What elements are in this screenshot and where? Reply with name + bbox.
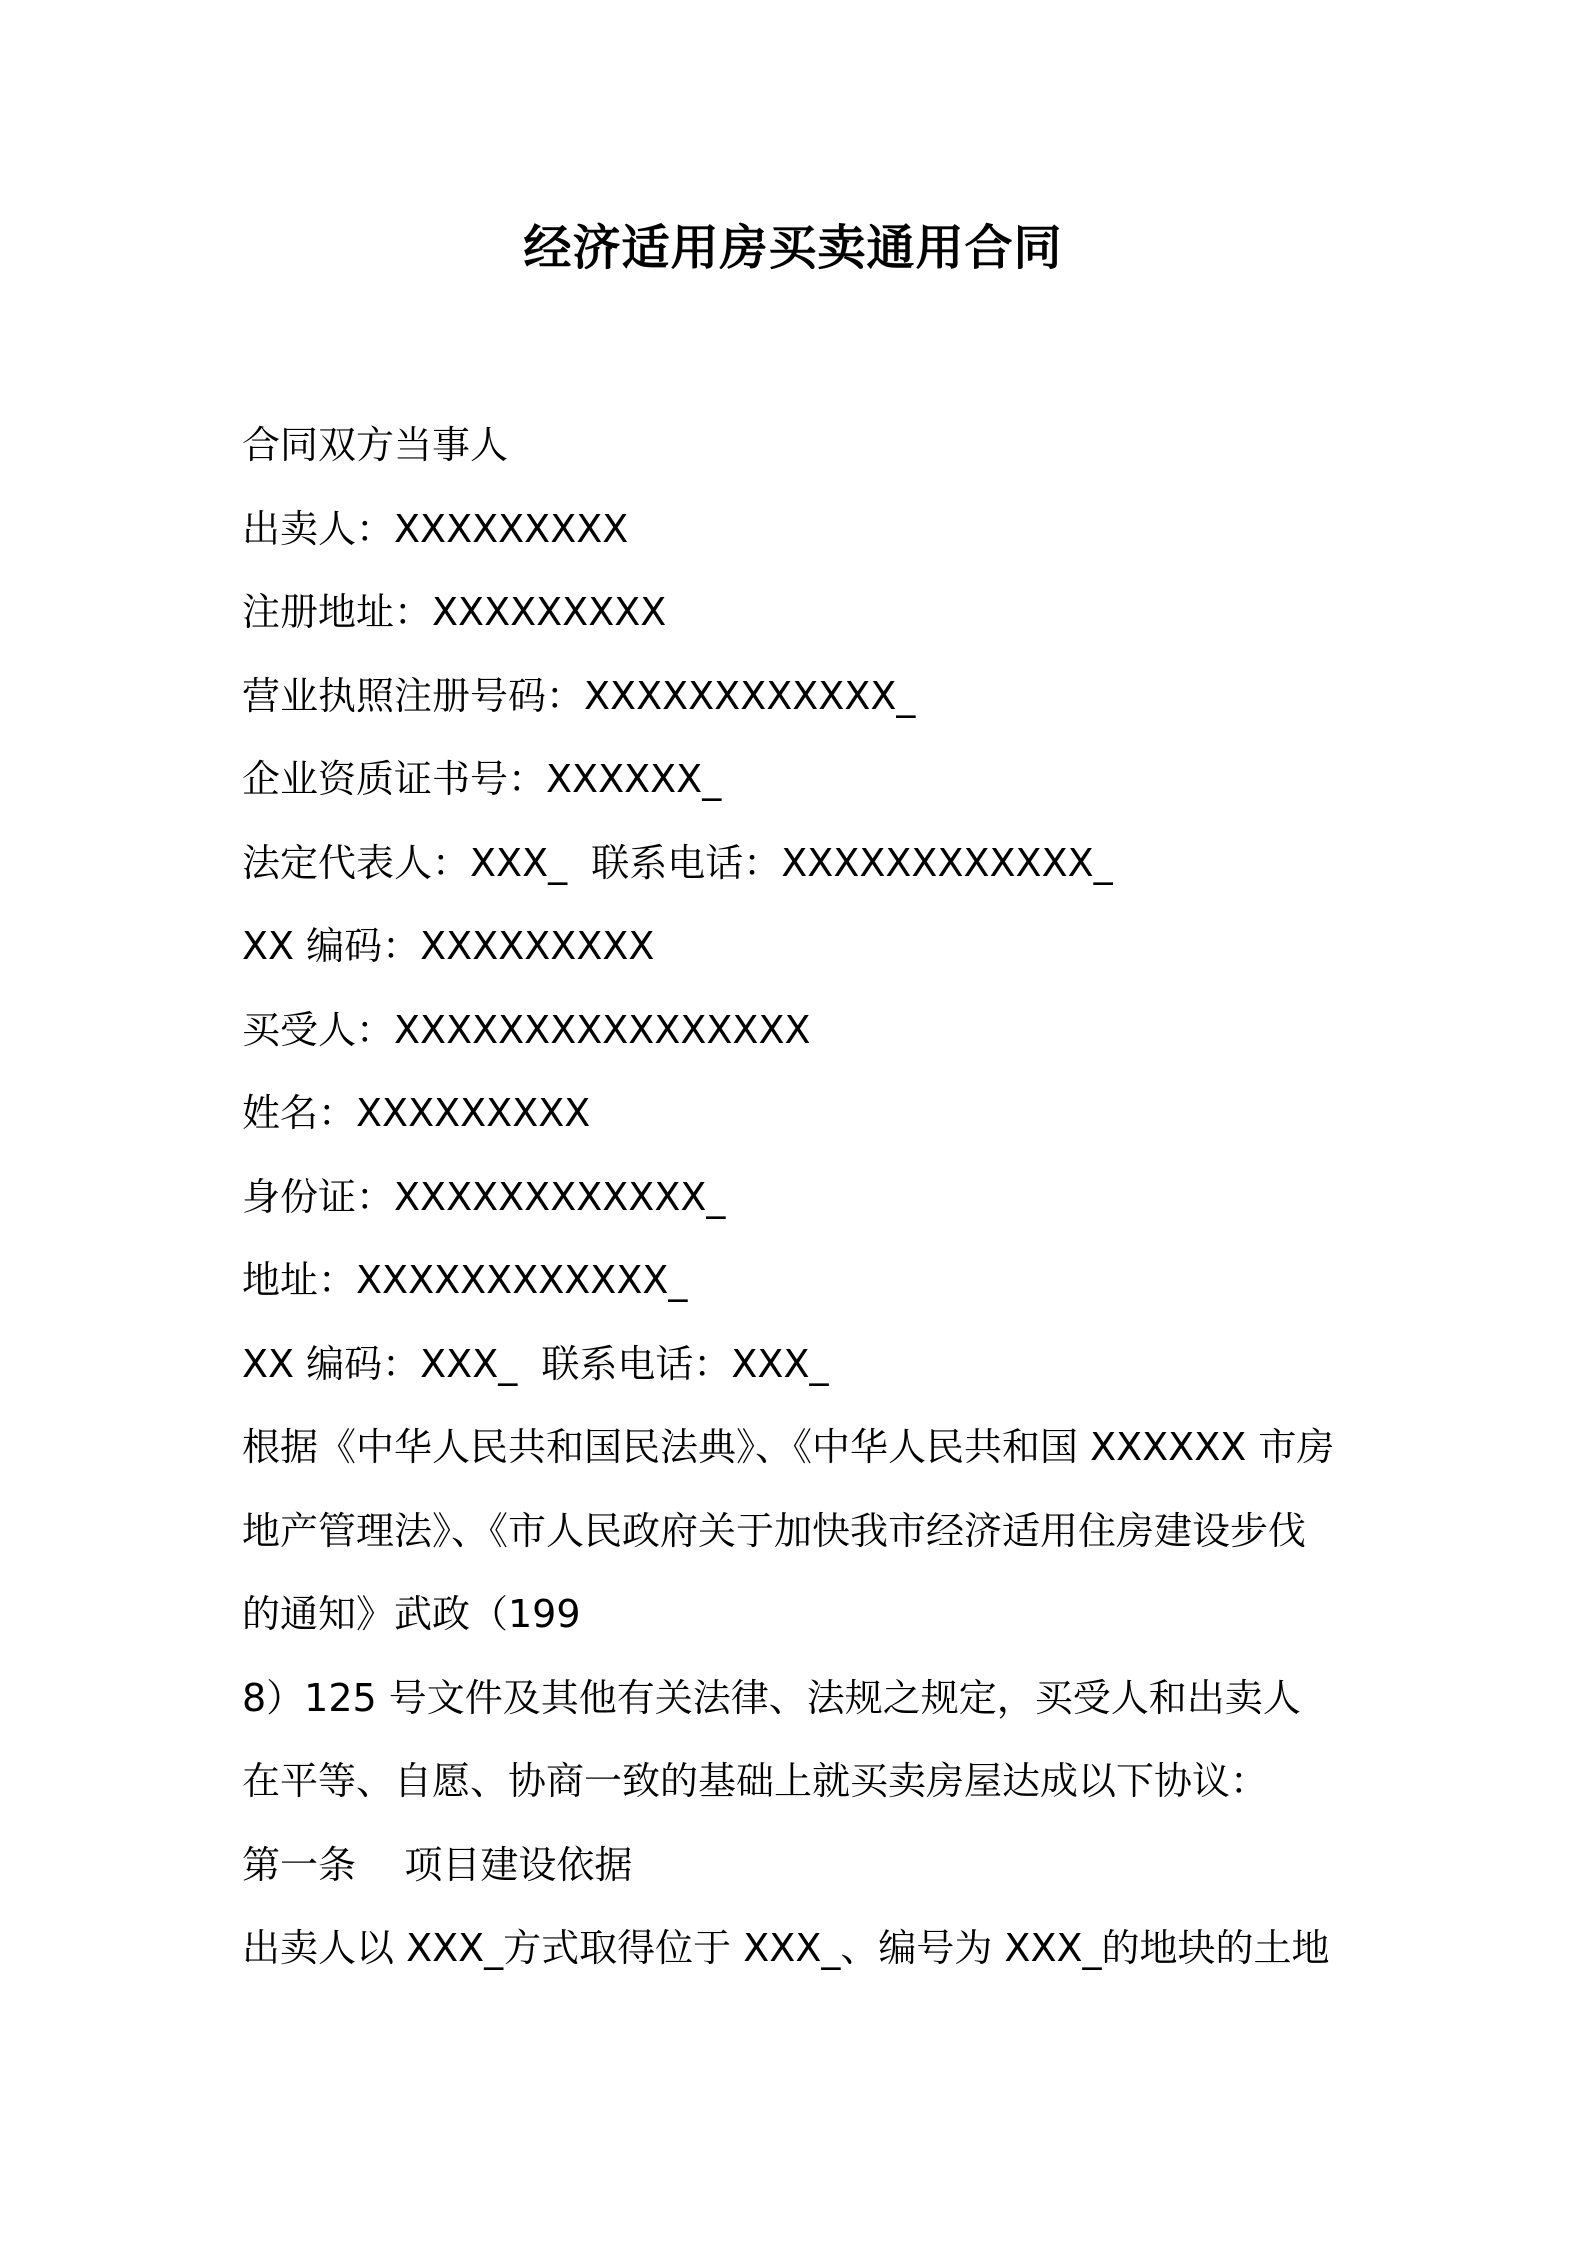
- buyer-id-line: 身份证：XXXXXXXXXXXX_: [242, 1174, 726, 1219]
- article-one-heading: 第一条 项目建设依据: [242, 1842, 633, 1887]
- preamble-line-4: 8）125 号文件及其他有关法律、法规之规定，买受人和出卖人: [242, 1675, 1301, 1720]
- registered-address-line: 注册地址：XXXXXXXXX: [242, 590, 667, 634]
- preamble-line-5: 在平等、自愿、协商一致的基础上就买卖房屋达成以下协议：: [242, 1759, 1269, 1803]
- contract-body: [242, 404, 1352, 1991]
- article-one-text-line-1: 出卖人以 XXX_方式取得位于 XXX_、编号为 XXX_的地块的土地: [242, 1926, 1330, 1970]
- seller-line: 出卖人：XXXXXXXXX: [242, 506, 629, 551]
- legal-representative-line: 法定代表人：XXX_ 联系电话：XXXXXXXXXXXX_: [242, 840, 1113, 885]
- buyer-name-line: 姓名：XXXXXXXXX: [242, 1091, 591, 1135]
- qualification-certificate-line: 企业资质证书号：XXXXXX_: [242, 757, 722, 801]
- section-heading-parties: 合同双方当事人: [242, 423, 509, 467]
- buyer-address-line: 地址：XXXXXXXXXXXX_: [242, 1258, 688, 1302]
- buyer-line: 买受人：XXXXXXXXXXXXXXXX: [242, 1007, 811, 1052]
- business-license-line: 营业执照注册号码：XXXXXXXXXXXX_: [242, 673, 916, 718]
- document-title: 经济适用房买卖通用合同: [523, 220, 1063, 276]
- preamble-line-1: 根据《中华人民共和国民法典》、《中华人民共和国 XXXXXX 市房: [242, 1425, 1335, 1469]
- preamble-line-3: 的通知》武政（199: [242, 1592, 581, 1636]
- buyer-postcode-phone-line: XX 编码：XXX_ 联系电话：XXX_: [242, 1341, 829, 1386]
- seller-postcode-line: XX 编码：XXXXXXXXX: [242, 924, 655, 968]
- preamble-line-2: 地产管理法》、《市人民政府关于加快我市经济适用住房建设步伐: [242, 1508, 1307, 1553]
